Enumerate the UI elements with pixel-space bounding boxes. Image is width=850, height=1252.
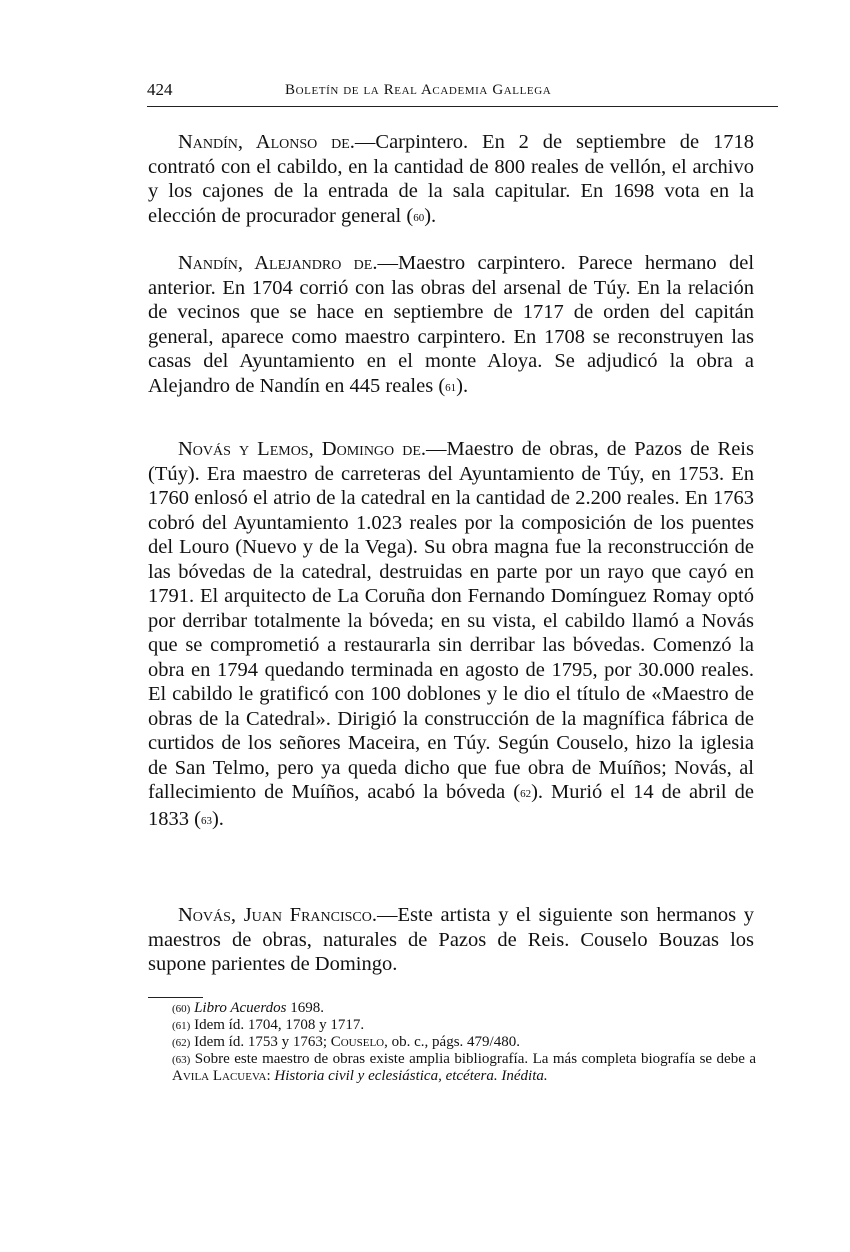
entry-tail: ). xyxy=(424,204,437,227)
page-header xyxy=(147,80,778,107)
footnote-text: : xyxy=(266,1068,275,1084)
footnote-rule xyxy=(148,997,203,998)
entry-text: —Este artista y el siguiente son hermanos y maestros de obras, naturales de Pazos de Reis. Couselo Bouzas los supone parientes de Domingo. xyxy=(148,904,754,975)
note-ref: 61 xyxy=(445,381,457,394)
footnote-61 xyxy=(148,1017,756,1034)
entry-name: Novás y Lemos, Domingo de. xyxy=(178,438,427,460)
footnote-italic: Libro Acuerdos xyxy=(194,1000,287,1016)
footnote-62 xyxy=(148,1034,756,1051)
footnote-ref: (61) xyxy=(172,1020,191,1032)
note-ref: 62 xyxy=(520,788,532,800)
footnote-text: Idem íd. 1704, 1708 y 1717. xyxy=(190,1017,365,1033)
note-ref: 60 xyxy=(413,211,425,224)
footnote-italic: Historia civil y eclesiástica, etcétera. Inédita. xyxy=(274,1068,548,1084)
footnote-text: 1698. xyxy=(286,1000,324,1016)
entry-nandin-alonso xyxy=(148,130,754,230)
footnote-text: , ob. c., págs. 479/480. xyxy=(384,1034,520,1050)
entry-novas-juan-francisco xyxy=(148,903,754,977)
entry-name: Nandín, Alejandro de. xyxy=(178,252,378,274)
entry-text: —Maestro carpintero. Parece hermano del anterior. En 1704 corrió con las obras del arsenal de Túy. En la relación de vecinos que se hace en septiembre de 1717 de orden del capitán general, aparece como maestro carpintero. En 1708 se reconstruyen las casas del Ayuntamiento en el monte Aloya. Se adjudicó la obra a Alejandro de Nandín en 445 reales ( xyxy=(148,252,755,397)
entry-text: —Carpintero. En 2 de septiembre de 1718 contrató con el cabildo, en la cantidad de 800 reales de vellón, el archivo y los cajones de la entrada de la sala capitular. En 1698 vota en la elección de procurador general ( xyxy=(148,131,754,227)
entry-name: Novás, Juan Francisco. xyxy=(178,904,377,926)
entry-novas-domingo xyxy=(148,437,754,833)
footnotes xyxy=(148,1000,756,1084)
note-ref: 63 xyxy=(200,814,212,827)
entry-name: Nandín, Alonso de. xyxy=(178,131,355,153)
footnote-author: Couselo xyxy=(330,1034,385,1050)
footnote-60 xyxy=(148,1000,756,1017)
footnote-text: Sobre este maestro de obras existe amplia bibliografía. La más completa biografía se debe a xyxy=(190,1051,756,1067)
footnote-ref: (60) xyxy=(172,1003,191,1015)
entry-text: —Maestro de obras, de Pazos de Reis (Túy). Era maestro de carreteras del Ayuntamiento de Túy, en 1753. En 1760 enlosó el atrio de la catedral en la cantidad de 2.200 reales. En 1763 cobró del Ayuntamiento 1.023 reales por la composición de los puentes del Louro (Nuevo y de la Vega). Su obra magna fue la reconstrucción de las bóvedas de la catedral, destruidas en parte por un rayo que cayó en 1791. El arquitecto de La Coruña don Fernando Domínguez Romay optó por derribar totalmente la bóveda; en su vista, el cabildo llamó a Novás que se comprometió a restaurarla sin derribar las bóvedas. Comenzó la obra en 1794 quedando terminada en agosto de 1795, por 30.000 reales. El cabildo le gratificó con 100 doblones y le dio el título de «Maestro de obras de la Catedral». Dirigió la construcción de la magnífica fábrica de curtidos de los señores Maceira, en Túy. Según Couselo, hizo la iglesia de San Telmo, pero ya queda dicho que fue obra de Muíños; Novás, al fallecimiento de Muíños, acabó la bóveda ( xyxy=(148,438,754,803)
entry-tail: ). xyxy=(456,374,469,397)
entry-text-mid: ). Murió el 14 de abril de 1833 ( xyxy=(148,781,754,830)
footnote-ref: (62) xyxy=(172,1037,191,1049)
entry-nandin-alejandro xyxy=(148,251,754,400)
entry-tail: ). xyxy=(211,807,224,830)
footnote-ref: (63) xyxy=(172,1054,191,1066)
footnote-text: Idem íd. 1753 y 1763; xyxy=(190,1034,331,1050)
page-number: 424 xyxy=(147,80,173,99)
footnote-author: Avila Lacueva xyxy=(172,1068,267,1084)
running-title: Boletín de la Real Academia Gallega xyxy=(285,82,552,98)
footnote-63 xyxy=(148,1051,756,1084)
